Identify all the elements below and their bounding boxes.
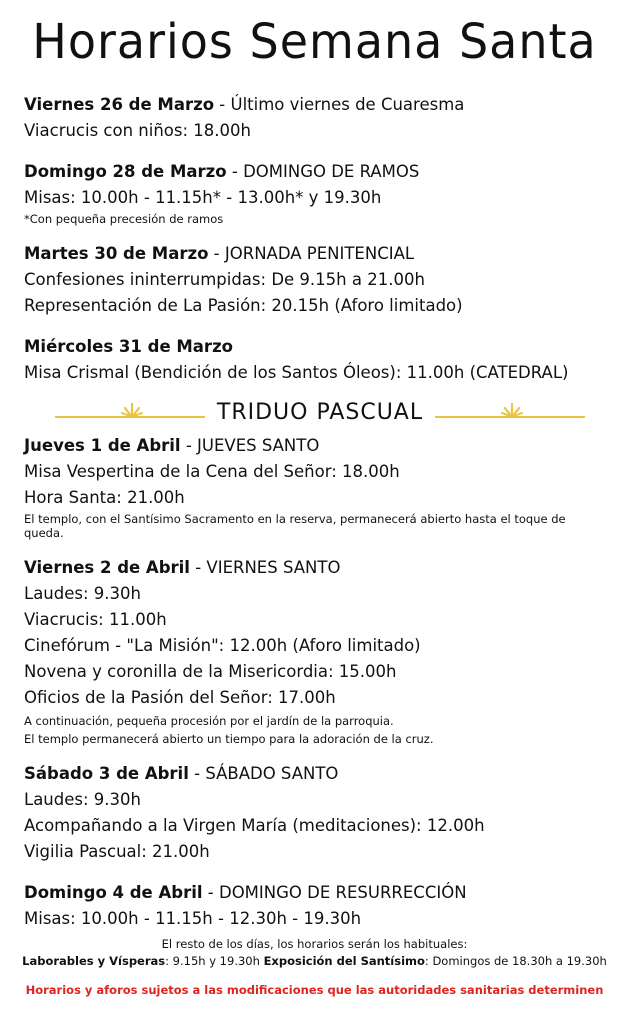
section-date: Jueves 1 de Abril [24,436,181,455]
schedule-note: *Con pequeña precesión de ramos [24,212,224,226]
footer-hours: Laborables y Vísperas: 9.15h y 19.30h Exposición del Santísimo: Domingos de 18.30h a 19.30h [22,954,607,968]
section-date: Domingo 28 de Marzo [24,162,227,181]
schedule-line: Misas: 10.00h - 11.15h* - 13.00h* y 19.30h [24,188,382,207]
footer [0,936,629,998]
schedule-line: Misa Vespertina de la Cena del Señor: 18.00h [24,462,400,481]
section-sabado-3: Sábado 3 de Abril - SÁBADO SANTO Laudes: 9.30h Acompañando a la Virgen María (meditaciones): 12.00h Vigilia Pascual: 21.00h [24,761,614,865]
schedule-line: Confesiones ininterrumpidas: De 9.15h a 21.00h [24,270,425,289]
section-martes-30: Martes 30 de Marzo - JORNADA PENITENCIAL Confesiones ininterrumpidas: De 9.15h a 21.00h Representación de La Pasión: 20.15h (Aforo limitado) [24,241,614,319]
triduo-heading: TRIDUO PASCUAL [216,399,424,425]
section-date: Sábado 3 de Abril [24,764,189,783]
section-desc: JUEVES SANTO [197,436,320,455]
section-desc: DOMINGO DE RESURRECCIÓN [218,883,467,902]
section-viernes-2: Viernes 2 de Abril - VIERNES SANTO Laudes: 9.30h Viacrucis: 11.00h Cinefórum - "La Misión": 12.00h (Aforo limitado) Novena y coronilla de la Misericordia: 15.00h Oficios de la Pasión del Señor: 17.00h A continuación, pequeña procesión por el jardín de la parroquia. El templo permanecerá abierto un tiempo para la adoración de la cruz. [24,555,614,746]
gold-sprig-icon [499,399,525,419]
schedule-line: Acompañando a la Virgen María (meditaciones): 12.00h [24,816,485,835]
schedule-line: Viacrucis: 11.00h [24,610,167,629]
footer-warning: Horarios y aforos sujetos a las modificaciones que las autoridades sanitarias determinen [25,983,604,997]
page-title: Horarios Semana Santa [32,12,597,70]
section-domingo-4: Domingo 4 de Abril - DOMINGO DE RESURRECCIÓN Misas: 10.00h - 11.15h - 12.30h - 19.30h [24,880,614,932]
section-date: Viernes 2 de Abril [24,558,190,577]
section-domingo-28: Domingo 28 de Marzo - DOMINGO DE RAMOS Misas: 10.00h - 11.15h* - 13.00h* y 19.30h *Con pequeña precesión de ramos [24,159,614,226]
schedule-line: Misa Crismal (Bendición de los Santos Óleos): 11.00h (CATEDRAL) [24,363,569,382]
schedule-line: Representación de La Pasión: 20.15h (Aforo limitado) [24,296,463,315]
footer-intro: El resto de los días, los horarios serán los habituales: [161,937,468,951]
schedule-line: Vigilia Pascual: 21.00h [24,842,210,861]
section-jueves-1: Jueves 1 de Abril - JUEVES SANTO Misa Vespertina de la Cena del Señor: 18.00h Hora Santa: 21.00h El templo, con el Santísimo Sacramento en la reserva, permanecerá abierto hasta el toque de queda. [24,433,614,540]
schedule-line: Viacrucis con niños: 18.00h [24,121,251,140]
exposicion-label: Exposición del Santísimo [263,954,425,968]
section-desc: VIERNES SANTO [206,558,341,577]
schedule-line: Cinefórum - "La Misión": 12.00h (Aforo limitado) [24,636,421,655]
section-desc: JORNADA PENITENCIAL [224,244,415,263]
schedule-line: Misas: 10.00h - 11.15h - 12.30h - 19.30h [24,909,362,928]
section-date: Martes 30 de Marzo [24,244,209,263]
schedule-note: El templo permanecerá abierto un tiempo para la adoración de la cruz. [24,732,434,746]
schedule-line: Hora Santa: 21.00h [24,488,185,507]
divider-left [55,397,205,427]
laborables-label: Laborables y Vísperas [22,954,166,968]
section-date: Viernes 26 de Marzo [24,95,215,114]
schedule-note: El templo, con el Santísimo Sacramento en la reserva, permanecerá abierto hasta el toque de queda. [24,512,566,540]
divider-right [435,397,585,427]
section-desc: DOMINGO DE RAMOS [243,162,420,181]
schedule-list [24,92,614,932]
section-viernes-26: Viernes 26 de Marzo - Último viernes de Cuaresma Viacrucis con niños: 18.00h [24,92,614,144]
schedule-note: A continuación, pequeña procesión por el jardín de la parroquia. [24,714,394,728]
schedule-line: Oficios de la Pasión del Señor: 17.00h [24,688,336,707]
section-date: Miércoles 31 de Marzo [24,337,234,356]
section-desc: SÁBADO SANTO [205,764,339,783]
schedule-line: Laudes: 9.30h [24,790,141,809]
gold-sprig-icon [119,399,145,419]
schedule-line: Novena y coronilla de la Misericordia: 15.00h [24,662,397,681]
section-miercoles-31 [24,334,614,386]
schedule-line: Laudes: 9.30h [24,584,141,603]
section-desc: Último viernes de Cuaresma [230,95,465,114]
section-date: Domingo 4 de Abril [24,883,203,902]
triduo-divider [18,397,622,427]
